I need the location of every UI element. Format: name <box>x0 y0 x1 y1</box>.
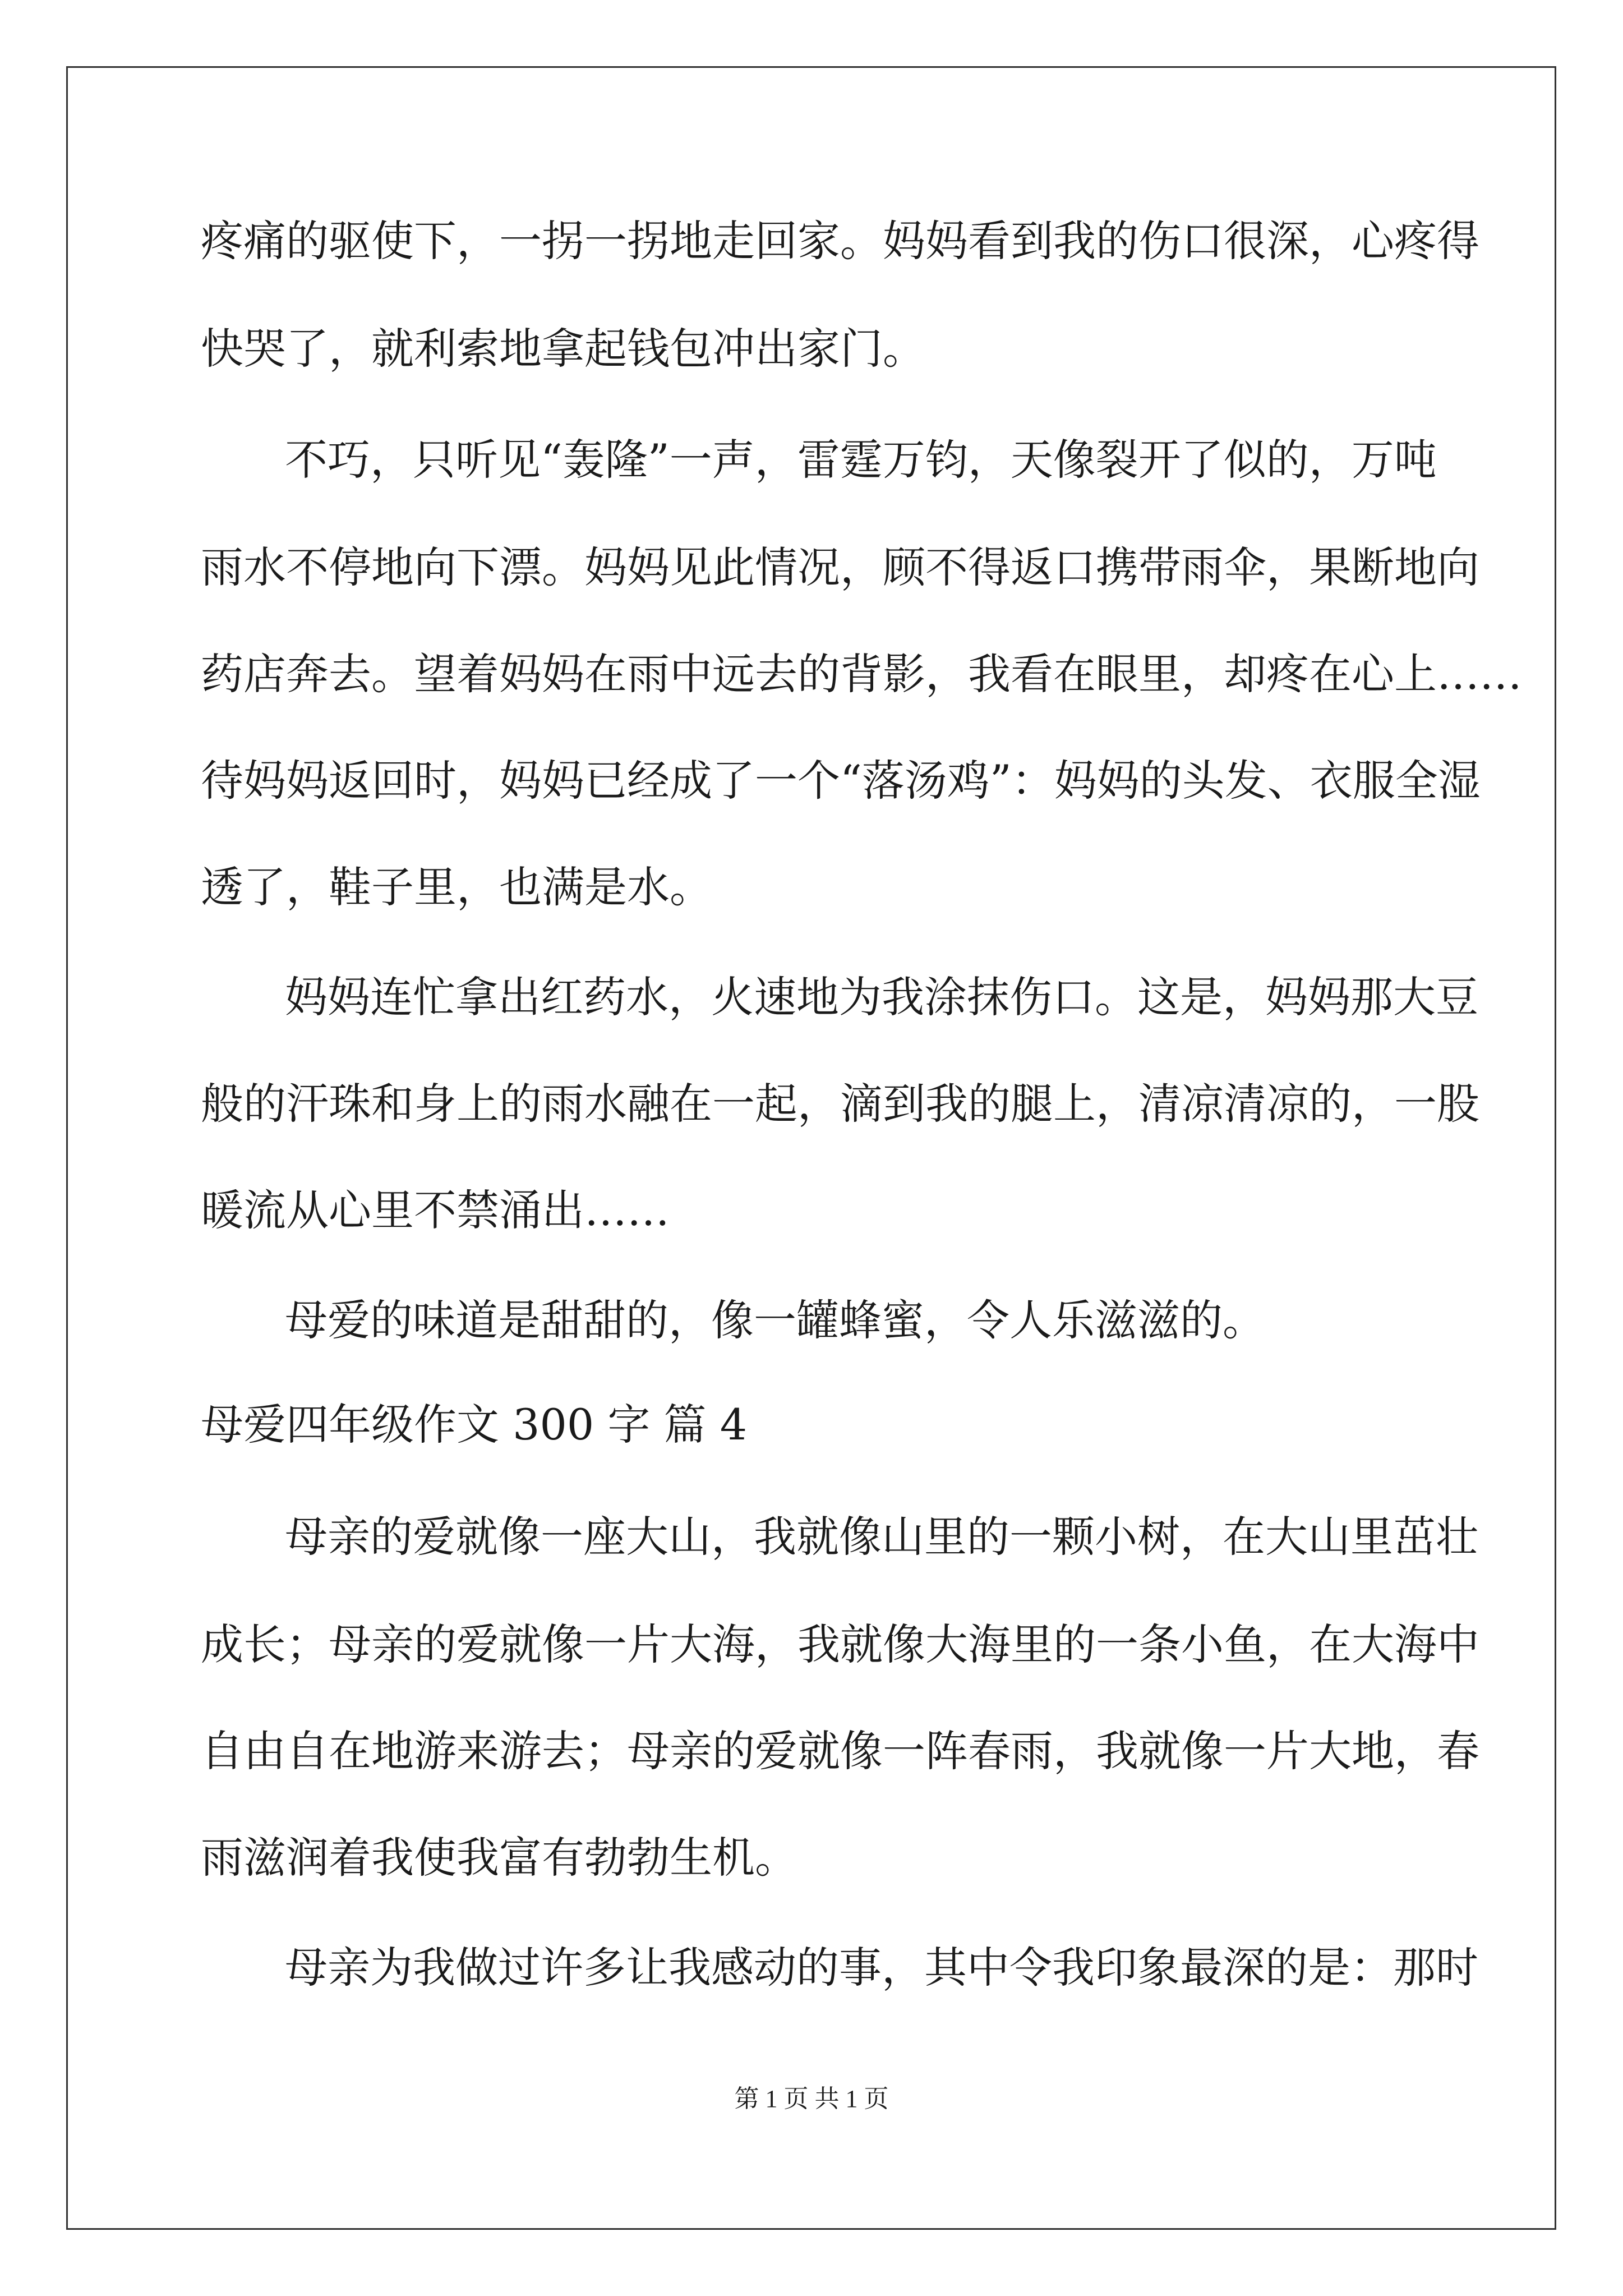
section-heading: 母爱四年级作文 300 字 篇 4 <box>201 1400 748 1450</box>
paragraph-first-line: 不巧，只听见“轰隆”一声，雷霆万钧，天像裂开了似的，万吨 <box>285 435 1437 485</box>
text-line: 快哭了，就利索地拿起钱包冲出家门。 <box>201 324 925 374</box>
text-line: 疼痛的驱使下，一拐一拐地走回家。妈妈看到我的伤口很深，心疼得 <box>201 216 1479 266</box>
page-number-footer: 第 1 页 共 1 页 <box>734 2085 889 2113</box>
text-line: 般的汗珠和身上的雨水融在一起，滴到我的腿上，清凉清凉的，一股 <box>201 1079 1479 1129</box>
text-line: 成长；母亲的爱就像一片大海，我就像大海里的一条小鱼，在大海中 <box>201 1619 1479 1669</box>
text-line: 雨滋润着我使我富有勃勃生机。 <box>201 1833 797 1883</box>
paragraph-first-line: 妈妈连忙拿出红药水，火速地为我涂抹伤口。这是，妈妈那大豆 <box>285 972 1478 1022</box>
paragraph-first-line: 母亲为我做过许多让我感动的事，其中令我印象最深的是：那时 <box>285 1943 1478 1993</box>
text-line: 雨水不停地向下漂。妈妈见此情况，顾不得返口携带雨伞，果断地向 <box>201 542 1479 592</box>
text-line: 暖流从心里不禁涌出…… <box>201 1185 670 1235</box>
page-border <box>66 66 1556 2230</box>
text-line: 待妈妈返回时，妈妈已经成了一个“落汤鸡”：妈妈的头发、衣服全湿 <box>201 756 1481 806</box>
text-line: 自由自在地游来游去；母亲的爱就像一阵春雨，我就像一片大地，春 <box>201 1726 1479 1776</box>
text-line: 透了，鞋子里，也满是水。 <box>201 862 712 912</box>
text-line: 药店奔去。望着妈妈在雨中远去的背影，我看在眼里，却疼在心上…… <box>201 649 1522 699</box>
paragraph-first-line: 母爱的味道是甜甜的，像一罐蜂蜜，令人乐滋滋的。 <box>285 1295 1265 1345</box>
paragraph-first-line: 母亲的爱就像一座大山，我就像山里的一颗小树，在大山里茁壮 <box>285 1512 1478 1562</box>
